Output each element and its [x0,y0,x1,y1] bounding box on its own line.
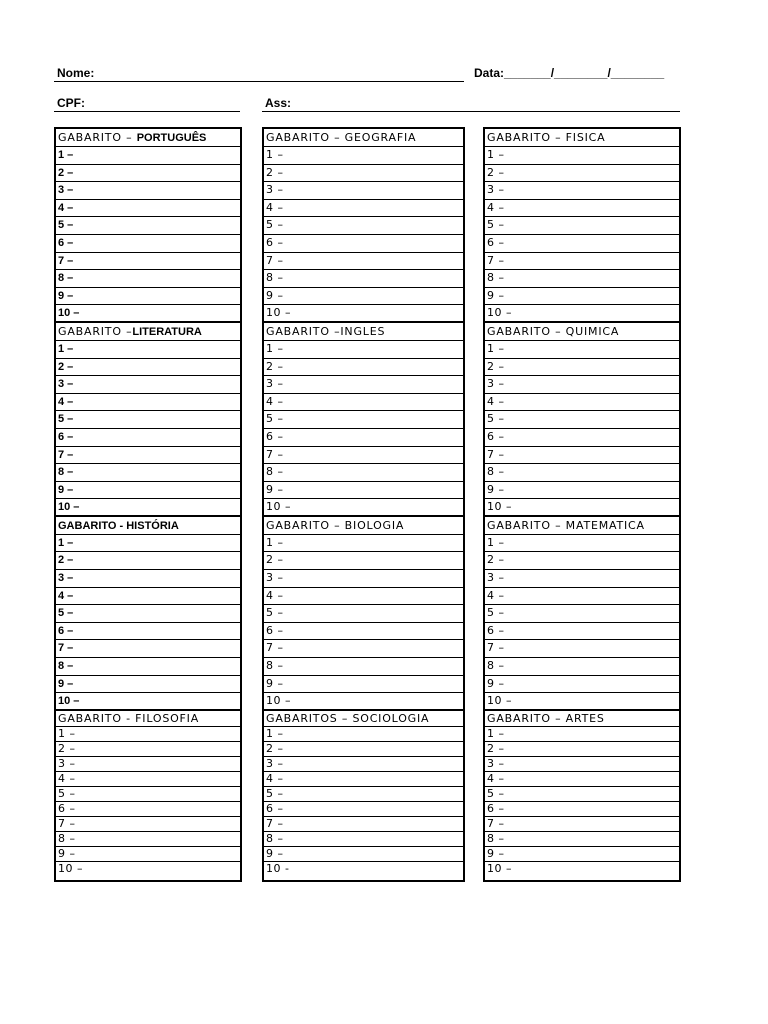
answer-row[interactable]: 9 – [264,288,463,306]
answer-row[interactable]: 4 – [264,394,463,412]
answer-row[interactable]: 7 – [56,817,240,832]
answer-row[interactable]: 8 – [56,658,240,676]
answer-row[interactable]: 3 – [485,757,679,772]
answer-row[interactable]: 10 – [58,861,83,875]
answer-row[interactable]: 4 – [485,394,679,412]
answer-row[interactable]: 4 – [56,772,240,787]
answer-row[interactable]: 5 – [264,787,463,802]
answer-row[interactable]: 2 – [56,165,240,183]
nome-field[interactable] [54,81,464,82]
answer-row[interactable]: 2 – [56,552,240,570]
answer-row[interactable]: 1 – [56,341,240,359]
nome-label: Nome: [57,66,95,80]
answer-row[interactable]: 2 – [264,742,463,757]
answer-row[interactable]: 3 – [485,182,679,200]
data-label[interactable]: Data:_______/________/________ [474,66,665,80]
cpf-label: CPF: [57,96,85,110]
answer-row[interactable]: 3 – [56,376,240,394]
answer-row[interactable]: 9 – [56,482,240,500]
answer-row[interactable]: 3 – [264,182,463,200]
answer-row[interactable]: 3 – [56,570,240,588]
answer-row[interactable]: 4 – [485,588,679,606]
answer-row[interactable]: 7 – [485,253,679,271]
answer-row[interactable]: 9 – [485,676,679,694]
section-title-text: GABARITO – ARTES [487,711,605,725]
section-title-text: GABARITO - FILOSOFIA [58,711,200,725]
answer-row[interactable]: 5 – [56,787,240,802]
answer-row[interactable]: 3 – [485,570,679,588]
answer-row[interactable]: 4 – [264,200,463,218]
answer-row[interactable]: 10 – [264,499,463,517]
answer-row[interactable]: 9 – [264,847,463,862]
section-title [56,129,240,147]
answer-row[interactable]: 1 – [264,535,463,553]
section-title [485,517,679,535]
answer-row[interactable]: 6 – [56,623,240,641]
answer-row[interactable]: 5 – [264,605,463,623]
answer-row[interactable]: 4 – [56,588,240,606]
answer-row[interactable]: 7 – [56,447,240,465]
answer-row[interactable]: 6 – [485,429,679,447]
answer-row[interactable]: 6 – [264,802,463,817]
answer-row[interactable]: 1 – [485,727,679,742]
answer-row[interactable]: 10 – [485,693,679,711]
answer-row[interactable]: 8 – [485,464,679,482]
answer-row[interactable]: 10 – [56,693,240,711]
answer-row[interactable]: 1 – [485,535,679,553]
answer-row[interactable]: 3 – [264,570,463,588]
answer-row[interactable]: 10 – [487,861,512,875]
section-title-text: GABARITO – MATEMATICA [487,518,645,532]
answer-row[interactable]: 8 – [56,832,240,847]
answer-row[interactable]: 4 – [264,588,463,606]
answer-row[interactable]: 10 - [266,861,290,875]
answer-row[interactable]: 5 – [264,217,463,235]
answer-row[interactable]: 1 – [264,341,463,359]
section-title-text: GABARITO – BIOLOGIA [266,518,405,532]
answer-row[interactable]: 2 – [56,359,240,377]
answer-row[interactable]: 5 – [56,411,240,429]
answer-row[interactable]: 1 – [56,147,240,165]
answer-row[interactable]: 3 – [485,376,679,394]
answer-row[interactable]: 2 – [56,742,240,757]
section-title-text: GABARITO – [58,131,137,144]
signature-field[interactable] [262,111,680,112]
answer-row[interactable]: 5 – [485,411,679,429]
answer-row[interactable]: 7 – [264,447,463,465]
answer-row[interactable]: 6 – [56,802,240,817]
section-title [485,129,679,147]
answer-row[interactable]: 1 – [264,727,463,742]
section-title [485,711,679,727]
answer-row[interactable]: 2 – [264,552,463,570]
answer-row[interactable]: 8 – [485,270,679,288]
answer-row[interactable]: 9 – [56,676,240,694]
answer-row[interactable]: 8 – [264,658,463,676]
section-title [264,323,463,341]
section-title-text: GABARITO – GEOGRAFIA [266,131,417,144]
answer-row[interactable]: 1 – [485,147,679,165]
section-title [56,517,240,535]
answer-row[interactable]: 10 – [485,499,679,517]
answer-row[interactable]: 5 – [485,787,679,802]
answer-row[interactable]: 4 – [485,200,679,218]
answer-row[interactable]: 4 – [264,772,463,787]
section-title [264,517,463,535]
answer-row[interactable]: 6 – [264,429,463,447]
section-title-text: GABARITO – QUIMICA [487,324,620,338]
answer-row[interactable]: 3 – [264,376,463,394]
answer-row[interactable]: 9 – [485,482,679,500]
answer-row[interactable]: 9 – [485,847,679,862]
answer-row[interactable]: 5 – [485,217,679,235]
answer-row[interactable]: 6 – [56,235,240,253]
answer-row[interactable]: 6 – [56,429,240,447]
answer-row[interactable]: 3 – [56,182,240,200]
answer-row[interactable]: 1 – [485,341,679,359]
answer-row[interactable]: 10 – [264,305,463,323]
answer-row[interactable]: 2 – [264,359,463,377]
answer-row[interactable]: 5 – [485,605,679,623]
answer-row[interactable]: 1 – [56,535,240,553]
cpf-field[interactable] [54,111,240,112]
answer-row[interactable]: 6 – [485,235,679,253]
answer-row[interactable]: 9 – [56,847,240,862]
answer-row[interactable]: 7 – [56,253,240,271]
answer-row[interactable]: 8 – [485,658,679,676]
answer-row[interactable]: 2 – [485,742,679,757]
answer-row[interactable]: 1 – [264,147,463,165]
section-title [485,323,679,341]
answer-row[interactable]: 5 – [56,605,240,623]
answer-row[interactable]: 7 – [56,640,240,658]
answer-table-col-1 [54,127,242,882]
answer-row[interactable]: 7 – [485,817,679,832]
section-subject: PORTUGUÊS [136,132,207,144]
section-title [264,711,463,727]
answer-row[interactable]: 7 – [264,817,463,832]
answer-row[interactable]: 4 – [56,394,240,412]
ass-label: Ass: [265,96,292,110]
answer-row[interactable]: 4 – [485,772,679,787]
answer-row[interactable]: 7 – [485,447,679,465]
answer-row[interactable]: 1 – [56,727,240,742]
answer-row[interactable]: 2 – [485,552,679,570]
answer-table-col-2 [262,127,465,882]
answer-row[interactable]: 8 – [485,832,679,847]
answer-row[interactable]: 4 – [56,200,240,218]
answer-row[interactable]: 9 – [264,482,463,500]
answer-row[interactable]: 8 – [264,464,463,482]
answer-row[interactable]: 9 – [264,676,463,694]
answer-row[interactable]: 8 – [56,270,240,288]
section-title-text: GABARITOS – SOCIOLOGIA [266,711,430,725]
section-title [56,323,240,341]
answer-row[interactable]: 6 – [264,623,463,641]
section-title-text: GABARITO – FISICA [487,131,606,144]
answer-row[interactable]: 9 – [485,288,679,306]
answer-row[interactable]: 3 – [264,757,463,772]
answer-row[interactable]: 6 – [485,623,679,641]
answer-row[interactable]: 8 – [56,464,240,482]
answer-row[interactable]: 10 – [485,305,679,323]
answer-row[interactable]: 10 – [56,499,240,517]
answer-row[interactable]: 2 – [264,165,463,183]
section-subject: LITERATURA [132,325,202,338]
answer-row[interactable]: 10 – [264,693,463,711]
section-title [56,711,240,727]
section-title-text: GABARITO - HISTÓRIA [58,519,179,532]
answer-row[interactable]: 10 – [56,305,240,323]
answer-row[interactable]: 5 – [56,217,240,235]
section-title [264,129,463,147]
answer-row[interactable]: 6 – [264,235,463,253]
answer-row[interactable]: 6 – [485,802,679,817]
answer-row[interactable]: 2 – [485,359,679,377]
answer-table-col-3 [483,127,681,882]
answer-row[interactable]: 2 – [485,165,679,183]
answer-row[interactable]: 9 – [56,288,240,306]
answer-row[interactable]: 3 – [56,757,240,772]
answer-row[interactable]: 8 – [264,832,463,847]
answer-row[interactable]: 7 – [485,640,679,658]
answer-row[interactable]: 5 – [264,411,463,429]
answer-row[interactable]: 7 – [264,253,463,271]
section-title-text: GABARITO –INGLES [266,324,386,338]
section-title-text: GABARITO – [58,324,133,338]
answer-row[interactable]: 7 – [264,640,463,658]
answer-row[interactable]: 8 – [264,270,463,288]
